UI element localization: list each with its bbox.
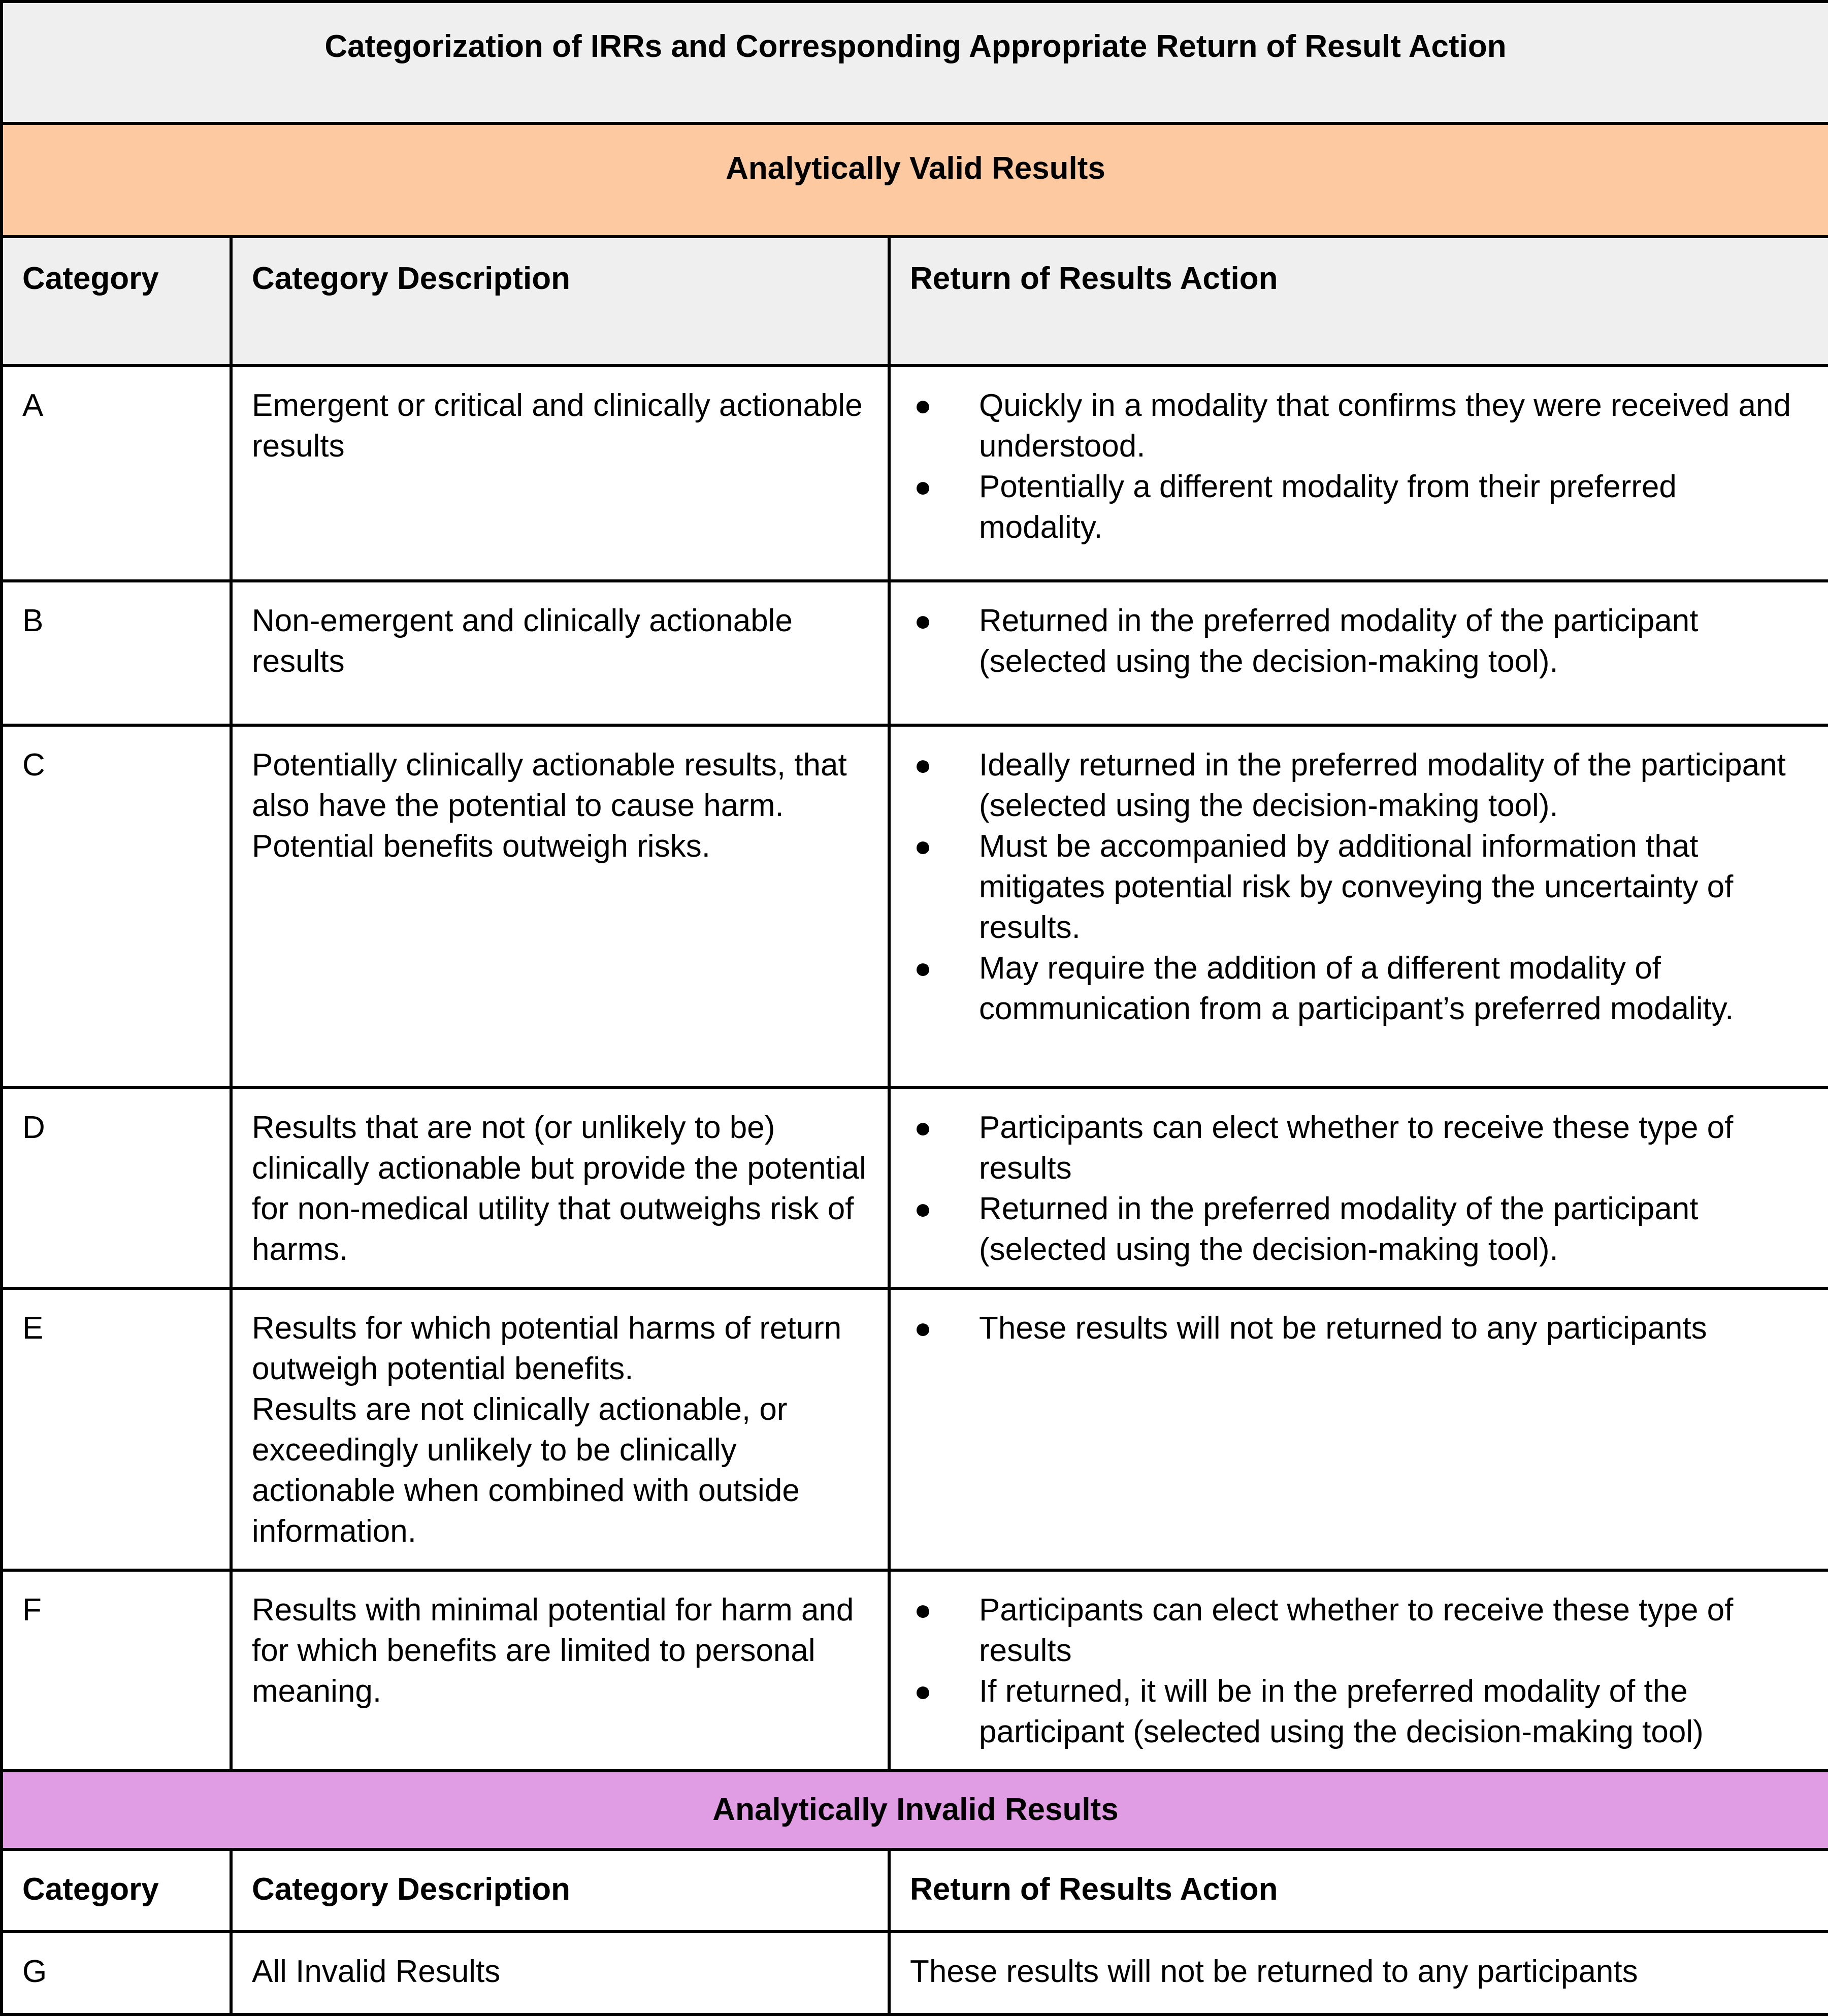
action-text: Returned in the preferred modality of the participant (selected using the decision-making tool). [979, 603, 1699, 679]
description-line: Results for which potential harms of return outweigh potential benefits. [252, 1311, 842, 1386]
description-cell [231, 366, 889, 581]
action-item [910, 1590, 1809, 1671]
action-list [910, 1108, 1809, 1270]
bullet-icon: ● [914, 389, 932, 422]
description-cell [231, 1288, 889, 1570]
bullet-icon: ● [914, 604, 932, 637]
action-text: These results will not be returned to any participants [979, 1311, 1707, 1346]
category-cell: A [2, 366, 231, 581]
action-cell [889, 1088, 1828, 1288]
category-cell: F [2, 1570, 231, 1771]
action-item [910, 826, 1809, 948]
action-cell [889, 725, 1828, 1088]
column-header-category: Category [2, 1849, 231, 1932]
table-row [2, 1932, 1828, 2014]
category-cell: B [2, 581, 231, 725]
action-cell [889, 581, 1828, 725]
bullet-icon: ● [914, 830, 932, 863]
description-line: Non-emergent and clinically actionable results [252, 603, 793, 679]
category-cell: D [2, 1088, 231, 1288]
action-item [910, 1189, 1809, 1270]
column-header-action: Return of Results Action [889, 1849, 1828, 1932]
action-item [910, 1308, 1809, 1349]
column-header-description: Category Description [231, 1849, 889, 1932]
action-text: May require the addition of a different modality of communication from a participant’s preferred modality. [979, 951, 1734, 1026]
invalid-column-header-row [2, 1849, 1828, 1932]
valid-section-heading: Analytically Valid Results [2, 123, 1828, 237]
category-cell: E [2, 1288, 231, 1570]
bullet-icon: ● [914, 470, 932, 503]
bullet-icon: ● [914, 1675, 932, 1708]
action-list [910, 1308, 1809, 1349]
action-text: Potentially a different modality from their preferred modality. [979, 469, 1677, 545]
category-cell: C [2, 725, 231, 1088]
action-text: Participants can elect whether to receive these type of results [979, 1592, 1734, 1668]
bullet-icon: ● [914, 1111, 932, 1144]
invalid-section-heading: Analytically Invalid Results [2, 1771, 1828, 1849]
bullet-icon: ● [914, 1594, 932, 1627]
column-header-description: Category Description [231, 237, 889, 366]
bullet-icon: ● [914, 952, 932, 985]
action-text: Quickly in a modality that confirms they were received and understood. [979, 388, 1791, 464]
category-cell: G [2, 1932, 231, 2014]
action-text: Must be accompanied by additional information that mitigates potential risk by conveying the uncertainty of results. [979, 829, 1734, 945]
table-row [2, 1570, 1828, 1771]
description-line: Results with minimal potential for harm and for which benefits are limited to personal meaning. [252, 1592, 854, 1709]
description-line: Results are not clinically actionable, or exceedingly unlikely to be clinically actionable when combined with outside information. [252, 1392, 800, 1549]
valid-column-header-row [2, 237, 1828, 366]
action-list [910, 1590, 1809, 1752]
table-row [2, 1088, 1828, 1288]
action-cell [889, 1570, 1828, 1771]
bullet-icon: ● [914, 1192, 932, 1225]
action-item [910, 948, 1809, 1029]
action-item [910, 467, 1809, 548]
description-cell [231, 725, 889, 1088]
action-text: If returned, it will be in the preferred modality of the participant (selected using the decision-making tool) [979, 1674, 1704, 1749]
column-header-action: Return of Results Action [889, 237, 1828, 366]
action-item [910, 601, 1809, 682]
action-item [910, 385, 1809, 467]
description-line: Potential benefits outweigh risks. [252, 829, 710, 864]
action-list [910, 385, 1809, 548]
action-cell [889, 1288, 1828, 1570]
bullet-icon: ● [914, 1312, 932, 1345]
invalid-section-band [2, 1771, 1828, 1849]
description-line: Emergent or critical and clinically actionable results [252, 388, 863, 464]
table-row [2, 581, 1828, 725]
action-cell: These results will not be returned to any participants [889, 1932, 1828, 2014]
action-item [910, 1671, 1809, 1752]
action-list [910, 601, 1809, 682]
action-item [910, 745, 1809, 826]
table-row [2, 366, 1828, 581]
valid-section-band [2, 123, 1828, 237]
table-title: Categorization of IRRs and Corresponding Appropriate Return of Result Action [2, 2, 1828, 123]
action-item [910, 1108, 1809, 1189]
description-cell: All Invalid Results [231, 1932, 889, 2014]
table-row [2, 725, 1828, 1088]
description-line: Results that are not (or unlikely to be) clinically actionable but provide the potential for non-medical utility that outweighs risk of harms. [252, 1110, 866, 1267]
description-cell [231, 1088, 889, 1288]
title-row [2, 2, 1828, 123]
action-text: Ideally returned in the preferred modality of the participant (selected using the decision-making tool). [979, 747, 1786, 823]
bullet-icon: ● [914, 749, 932, 782]
action-list [910, 745, 1809, 1029]
column-header-category: Category [2, 237, 231, 366]
table-row [2, 1288, 1828, 1570]
description-cell [231, 581, 889, 725]
description-cell [231, 1570, 889, 1771]
action-text: Participants can elect whether to receive these type of results [979, 1110, 1734, 1186]
description-line: Potentially clinically actionable results, that also have the potential to cause harm. [252, 747, 847, 823]
action-cell [889, 366, 1828, 581]
action-text: Returned in the preferred modality of the participant (selected using the decision-making tool). [979, 1191, 1699, 1267]
